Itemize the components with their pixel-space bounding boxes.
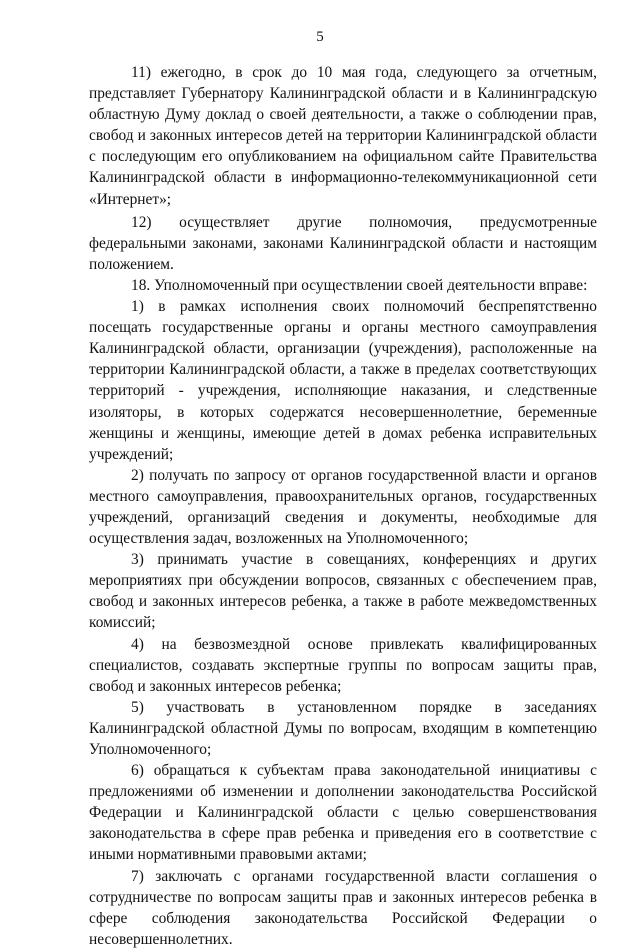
paragraph-right-7: 7) заключать с органами государственной власти соглашения о сотрудничестве по вопросам защиты прав и законных интересов ребенка в сфере соблюдения законодательства Российской Федерации о несовершеннолетних. [89,867,597,948]
paragraph-right-1: 1) в рамках исполнения своих полномочий беспрепятственно посещать государственные органы и органы местного самоуправления Калининградской области, организации (учреждения), расположенные на территории Калининградской области, а также в пределах соответствующих территорий - учреждения, исполняющие наказания, и следственные изоляторы, в которых содержатся несовершеннолетние, беременные женщины и женщины, имеющие детей в домах ребенка исправительных учреждений; [89,298,597,463]
paragraph-item-12: 12) осуществляет другие полномочия, предусмотренные федеральными законами, законами Калининградской области и настоящим положением. [89,213,597,273]
page-number: 5 [316,29,324,45]
paragraph-right-2: 2) получать по запросу от органов государственной власти и органов местного самоуправления, правоохранительных органов, государственных учреждений, организаций сведения и документы, необходимые для осуществления задач, возложенных на Уполномоченного; [89,466,597,548]
paragraph-right-5: 5) участвовать в установленном порядке в заседаниях Калининградской областной Думы по вопросам, входящим в компетенцию Уполномоченного; [89,698,597,758]
paragraph-item-11: 11) ежегодно, в срок до 10 мая года, следующего за отчетным, представляет Губернатору Калининградской области и в Калининградскую областную Думу доклад о своей деятельности, а также о соблюдении прав, свобод и законных интересов детей на территории Калининградской области с последующим его опубликованием на официальном сайте Правительства Калининградской области в информационно-телекоммуникационной сети «Интернет»; [89,64,597,208]
paragraph-right-4: 4) на безвозмездной основе привлекать квалифицированных специалистов, создавать экспертные группы по вопросам защиты прав, свобод и законных интересов ребенка; [89,635,597,695]
paragraph-right-6: 6) обращаться к субъектам права законодательной инициативы с предложениями об изменении и дополнении законодательства Российской Федерации и Калининградской области с целью совершенствования законодательства в сфере прав ребенка и приведения его в соответствие с иными нормативными правовыми актами; [89,762,597,864]
paragraph-right-3: 3) принимать участие в совещаниях, конференциях и других мероприятиях при обсуждении вопросов, связанных с обеспечением прав, свобод и законных интересов ребенка, а также в работе межведомственных комиссий; [89,551,597,632]
paragraph-section-18: 18. Уполномоченный при осуществлении своей деятельности вправе: [131,276,588,294]
document-body [89,62,597,950]
